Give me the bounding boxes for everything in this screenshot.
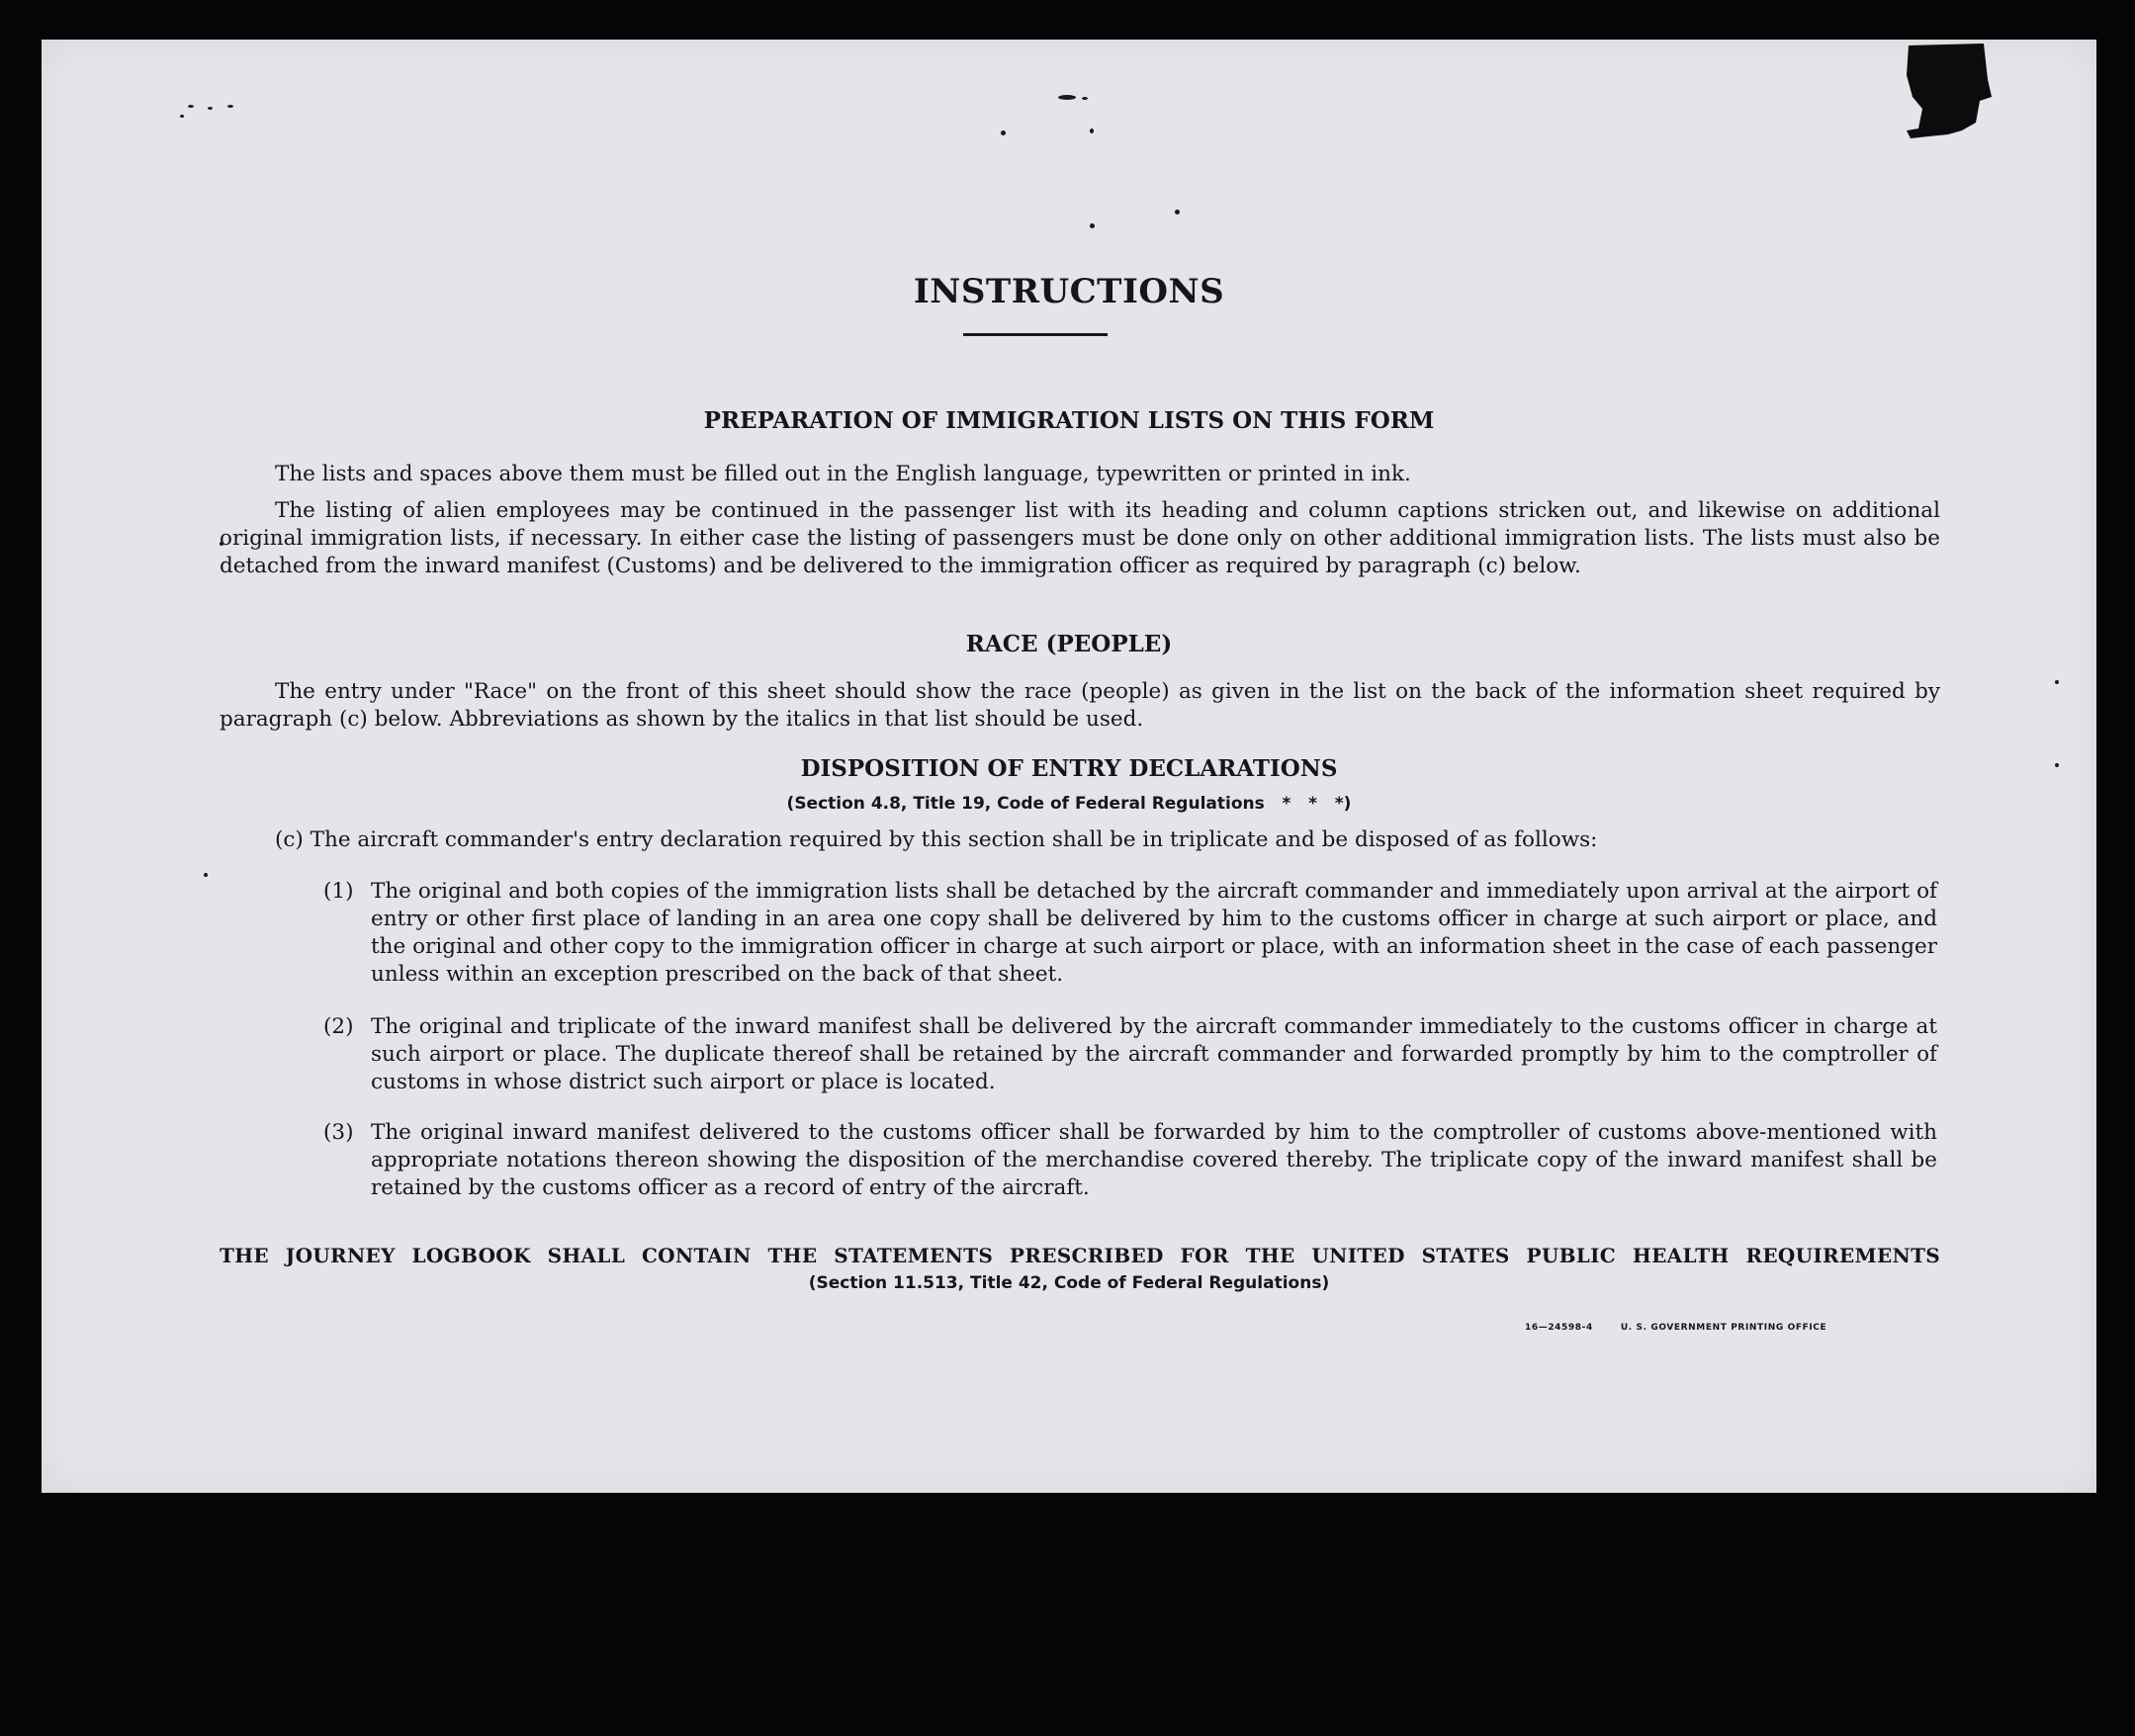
- form-number: 16—24598-4: [1525, 1323, 1593, 1333]
- ink-speck: [1175, 210, 1180, 215]
- document-page: [42, 40, 2096, 1493]
- list-item-number: (2): [323, 1014, 354, 1039]
- ink-speck: [227, 105, 233, 108]
- ink-speck: [188, 105, 194, 108]
- ink-speck: [1090, 129, 1094, 133]
- printer-name: U. S. GOVERNMENT PRINTING OFFICE: [1620, 1323, 1827, 1333]
- paragraph-alien-employees: The listing of alien employees may be continued in the passenger list with its heading and column captions stricken out, and likewise on additional original immigration lists, if necessary. In either case the listing of passengers must be done only on other additional immigration lists. The lists must also be detached from the inward manifest (Customs) and be delivered to the immigration officer as required by paragraph (c) below.: [220, 498, 1940, 578]
- list-item-text: The original and both copies of the immigration lists shall be detached by the aircraft commander and immediately upon arrival at the airport of entry or other first place of landing in an area one copy shall be delivered by him to the customs officer in charge at such airport or place, and the original and other copy to the immigration officer in charge at such airport or place, with an information sheet in the case of each passenger unless within an exception prescribed on the back of that sheet.: [371, 879, 1937, 987]
- footer-reference-title-42: (Section 11.513, Title 42, Code of Federal Regulations): [808, 1273, 1330, 1293]
- section-heading-immigration-lists: PREPARATION OF IMMIGRATION LISTS ON THIS FORM: [703, 407, 1435, 434]
- list-item-3: [323, 1119, 1937, 1202]
- document-title: INSTRUCTIONS: [913, 272, 1225, 311]
- paragraph-race-entry: The entry under "Race" on the front of this sheet should show the race (people) as given in the list on the back of the information sheet required by paragraph (c) below. Abbreviations as shown by the italics in that list should be used.: [220, 679, 1940, 732]
- list-item-number: (3): [323, 1120, 354, 1145]
- section-heading-disposition: DISPOSITION OF ENTRY DECLARATIONS: [800, 755, 1338, 782]
- ink-speck: [1001, 130, 1006, 135]
- list-item-number: (1): [323, 879, 354, 904]
- list-item-1: [323, 878, 1937, 989]
- torn-corner-mark: [1889, 40, 2000, 138]
- ink-speck: [180, 115, 184, 118]
- ink-speck: [2055, 680, 2059, 684]
- print-code-line: [1525, 1323, 1854, 1333]
- ink-speck: [204, 873, 208, 877]
- paragraph-c-intro: (c) The aircraft commander's entry declaration required by this section shall be in triplicate and be disposed of as follows:: [275, 827, 1598, 852]
- list-item-text: The original and triplicate of the inward manifest shall be delivered by the aircraft commander immediately to the customs officer in charge at such airport or place. The duplicate thereof shall be retained by the aircraft commander and forwarded promptly by him to the comptroller of customs in whose district such airport or place is located.: [371, 1014, 1937, 1094]
- paragraph-english-language: The lists and spaces above them must be filled out in the English language, typewritten or printed in ink.: [275, 462, 1411, 486]
- section-reference-title-19: (Section 4.8, Title 19, Code of Federal Regulations * * *): [786, 794, 1352, 814]
- list-item-2: [323, 1013, 1937, 1096]
- ink-speck: [1058, 95, 1076, 100]
- ink-speck: [1090, 223, 1095, 228]
- section-heading-race: RACE (PEOPLE): [965, 631, 1173, 657]
- footer-heading-logbook: THE JOURNEY LOGBOOK SHALL CONTAIN THE STATEMENTS PRESCRIBED FOR THE UNITED STATES PUBLIC HEALTH REQUIREMENTS: [220, 1244, 1940, 1267]
- list-item-text: The original inward manifest delivered to the customs officer shall be forwarded by him to the comptroller of customs above-mentioned with appropriate notations thereon showing the disposition of the merchandise covered thereby. The triplicate copy of the inward manifest shall be retained by the customs officer as a record of entry of the aircraft.: [371, 1120, 1937, 1200]
- title-underline: [963, 333, 1108, 336]
- ink-speck: [208, 107, 213, 110]
- ink-speck: [1082, 97, 1088, 100]
